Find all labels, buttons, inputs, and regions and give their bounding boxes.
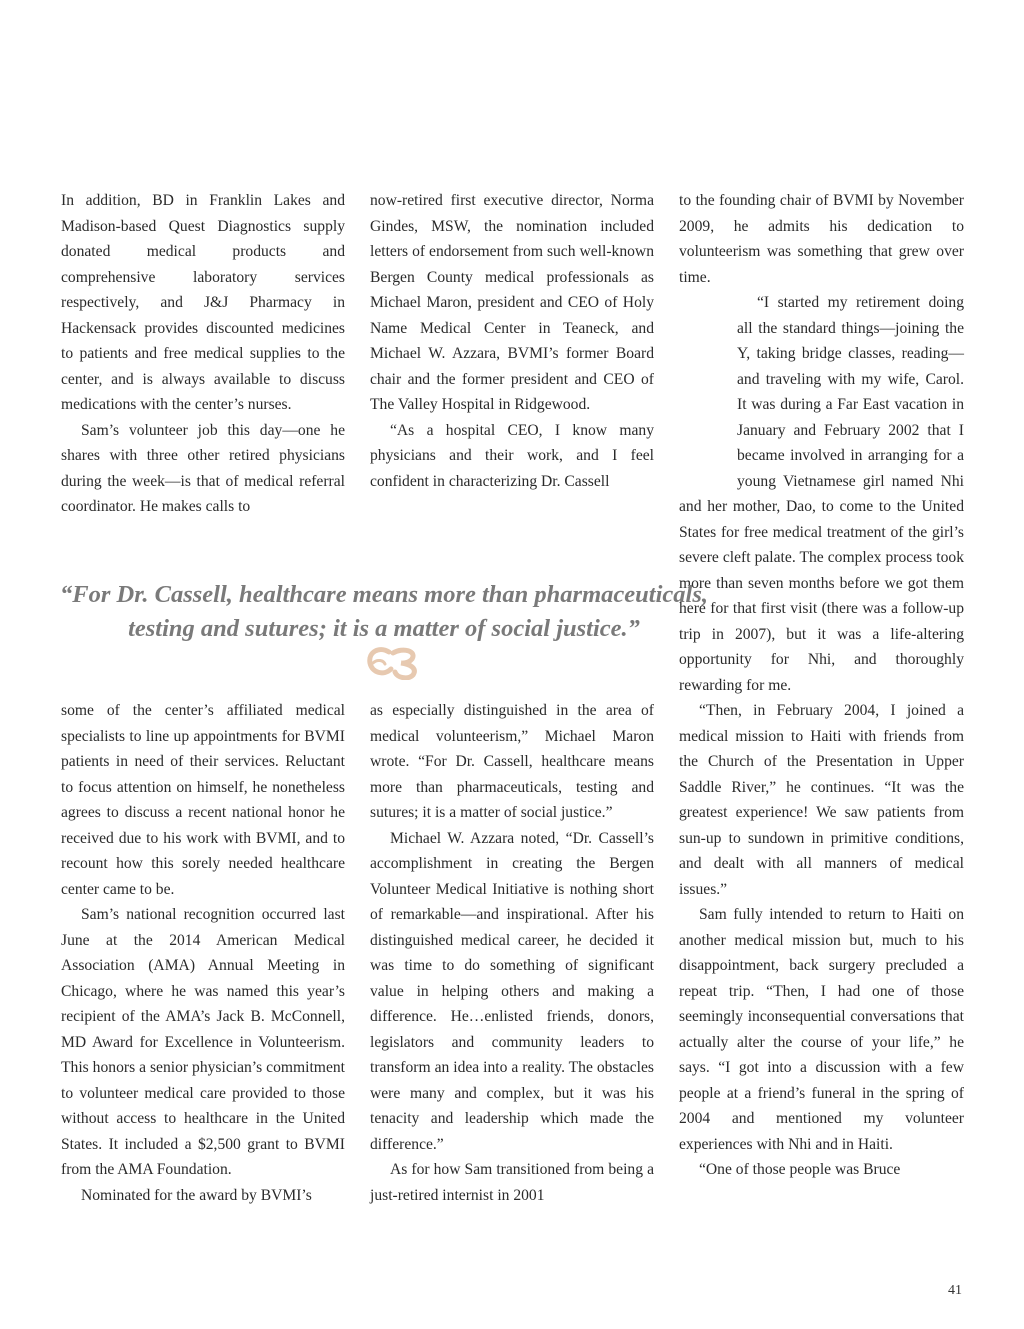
- paragraph: as especially distinguished in the area of medical volunteerism,” Michael Maron wrote. “For Dr. Cassell, healthcare means more than pharmaceuticals, testing and sutures; it is a matter of social justice.”: [370, 702, 654, 821]
- paragraph: Sam fully intended to return to Haiti on another medical mission but, much to his disappointment, back surgery precluded a repeat trip. “Then, I had one of those seemingly inconsequential conversations that actually alter the course of your life,” he says. “I got into a discussion with a few people at a friend’s funeral in the spring of 2004 and mentioned my volunteer experiences with Nhi and in Haiti.: [679, 906, 964, 1153]
- pull-quote-wrap-space: [679, 290, 737, 484]
- paragraph: Sam’s volunteer job this day—one he shares with three other retired physicians during the week—is that of medical referral coordinator. He makes calls to: [61, 421, 345, 515]
- paragraph: now-retired first executive director, Norma Gindes, MSW, the nomination included letters of endorsement from such well-known Bergen County medical professionals as Michael Maron, president and CEO of Holy Name Medical Center in Teaneck, and Michael W. Azzara, BVMI’s former Board chair and the former president and CEO of The Valley Hospital in Ridgewood.: [370, 192, 654, 413]
- paragraph: As for how Sam transitioned from being a just-retired internist in 2001: [370, 1161, 654, 1204]
- page-number: 41: [948, 1283, 962, 1298]
- paragraph: some of the center’s affiliated medical specialists to line up appointments for BVMI patients in need of their services. Reluctant to focus attention on himself, he nonetheless agrees to discuss a recent national honor he received due to his work with BVMI, and to recount how this sorely needed healthcare center came to be.: [61, 702, 345, 898]
- paragraph: Sam’s national recognition occurred last June at the 2014 American Medical Association (AMA) Annual Meeting in Chicago, where he was named this year’s recipient of the AMA’s Jack B. McConnell, MD Award for Excellence in Volunteerism. This honors a senior physician’s commitment to volunteer medical care provided to those without access to healthcare in the United States. It included a $2,500 grant to BVMI from the AMA Foundation.: [61, 906, 345, 1178]
- column-c: [679, 188, 964, 1183]
- paragraph: “As a hospital CEO, I know many physicians and their work, and I feel confident in characterizing Dr. Cassell: [370, 421, 654, 490]
- column-a-bottom: [61, 698, 345, 1208]
- paragraph: Nominated for the award by BVMI’s: [81, 1186, 312, 1204]
- column-b-top: [370, 188, 654, 494]
- paragraph-text: “I started my retirement doing all the standard things—joining the Y, taking bridge classes, reading—and traveling with my wife, Carol. It was during a Far East vacation in January and February 2002 that I became involved in arranging for a young Vietnamese girl named Nhi and her mother, Dao, to come to the United States for free medical treatment of the girl’s severe cleft palate. The complex process took more than seven months before we got them here for that first visit (there was a follow-up trip in 2007), but it was a life-altering opportunity for Nhi, and thoroughly rewarding for me.: [679, 294, 964, 694]
- paragraph: Michael W. Azzara noted, “Dr. Cassell’s accomplishment in creating the Bergen Volunteer Medical Initiative is nothing short of remarkable—and inspirational. After his distinguished medical career, he decided it was time to do something of significant value in helping others and making a difference. He…enlisted friends, donors, legislators and community leaders to transform an idea into a reality. The obstacles were many and complex, but it was his tenacity and leadership which made the difference.”: [370, 829, 654, 1153]
- pull-quote-line: “For Dr. Cassell, healthcare means more than pharmaceuticals,: [60, 581, 708, 608]
- ornament-icon: [365, 644, 423, 680]
- pull-quote: [60, 578, 708, 646]
- paragraph: In addition, BD in Franklin Lakes and Madison-based Quest Diagnostics supply donated medical products and comprehensive laboratory services respectively, and J&J Pharmacy in Hackensack provides discounted medicines to patients and free medical supplies to the center, and is always available to discuss medications with the center’s nurses.: [61, 192, 345, 413]
- pull-quote-line: testing and sutures; it is a matter of social justice.”: [128, 615, 640, 642]
- paragraph: to the founding chair of BVMI by November 2009, he admits his dedication to volunteerism was something that grew over time.: [679, 192, 964, 286]
- column-b-bottom: [370, 698, 654, 1208]
- column-a-top: [61, 188, 345, 520]
- paragraph: “Then, in February 2004, I joined a medical mission to Haiti with friends from the Church of the Presentation in Upper Saddle River,” he continues. “It was the greatest experience! We saw patients from sun-up to sundown in primitive conditions, and dealt with all manners of medical issues.”: [679, 702, 964, 898]
- paragraph: “One of those people was Bruce: [699, 1161, 901, 1178]
- paragraph: [679, 290, 964, 698]
